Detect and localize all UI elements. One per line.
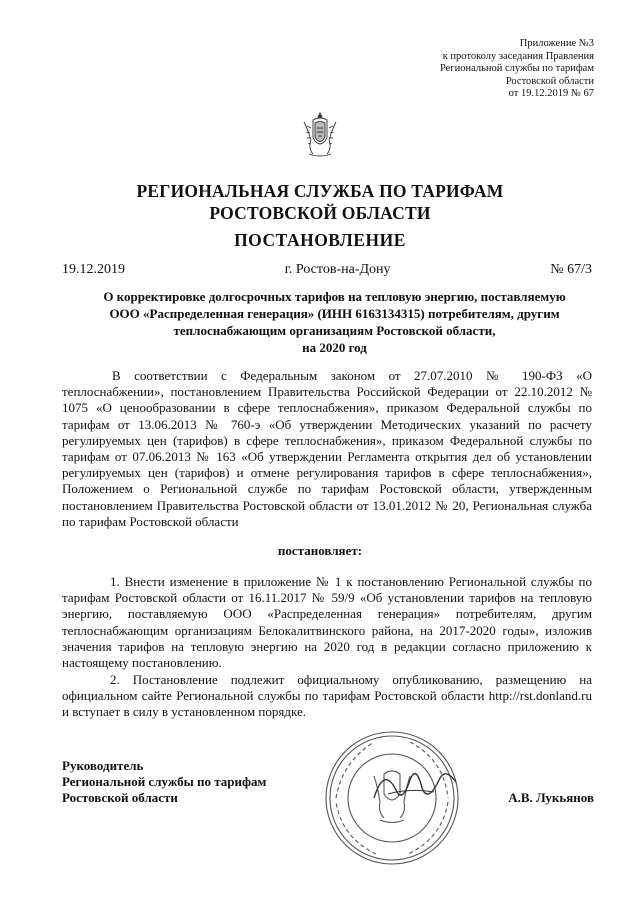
document-type: ПОСТАНОВЛЕНИЕ bbox=[234, 230, 406, 250]
annex-line: Региональной службы по тарифам bbox=[439, 63, 594, 74]
org-title-line: РЕГИОНАЛЬНАЯ СЛУЖБА ПО ТАРИФАМ bbox=[136, 181, 504, 201]
annex-note bbox=[440, 38, 594, 101]
document-number: № 67/3 bbox=[550, 262, 592, 277]
document-subject bbox=[62, 288, 607, 356]
document-date: 19.12.2019 bbox=[62, 262, 125, 277]
document-place: г. Ростов-на-Дону bbox=[284, 262, 391, 277]
subject-line: О корректировке долгосрочных тарифов на тепловую энергию, поставляемую bbox=[103, 289, 566, 304]
annex-line: Ростовской области bbox=[505, 75, 594, 87]
preamble-paragraph: В соответствии с Федеральным законом от 27.07.2010 № 190-ФЗ «О теплоснабжении», постановлением Правительства Российской Федерации от 22.10.2012 № 1075 «О ценообразовании в сфере теплоснабжения», приказом Федеральной службы по тарифам от 13.06.2013 № 760-э «Об утверждении Методических указаний по расчету регулируемых цен (тарифов) в сфере теплоснабжения», приказом Федеральной службы по тарифам от 07.06.2013 № 163 «Об утверждении Регламента открытия дел об установлении регулируемых цен (тарифов) и отмене регулирования тарифов в сфере теплоснабжения», Положением о Региональной службе по тарифам Ростовской области, утвержденным постановлением Правительства Ростовской области от 13.01.2012 № 20, Региональная служба по тарифам Ростовской области bbox=[62, 368, 592, 529]
resolution-item-2: 2. Постановление подлежит официальному опубликованию, размещению на официальном сайте Региональной службы по тарифам Ростовской области http://rst.donland.ru и вступает в силу в установленном порядке. bbox=[62, 672, 592, 720]
annex-line: Приложение №3 bbox=[519, 38, 594, 49]
signatory-role bbox=[62, 758, 266, 807]
subject-line: ООО «Распределенная генерация» (ИНН 6163134315) потребителям, другим bbox=[109, 306, 560, 321]
annex-line: к протоколу заседания Правления bbox=[442, 50, 594, 62]
coat-of-arms-icon bbox=[299, 110, 341, 160]
signatory-role-line: Региональной службы по тарифам bbox=[62, 774, 267, 790]
organization-title bbox=[0, 180, 640, 224]
signatory-role-line: Руководитель bbox=[62, 758, 144, 773]
signatory-name: А.В. Лукьянов bbox=[508, 790, 594, 805]
org-title-line: РОСТОВСКОЙ ОБЛАСТИ bbox=[209, 203, 431, 223]
resolution-item-1: 1. Внести изменение в приложение № 1 к постановлению Региональной службы по тарифам Ростовской области от 16.11.2017 № 59/9 «Об установлении тарифов на тепловую энергию, поставляемую ООО «Распределенная генерация» потребителям, другим теплоснабжающим организациям Белокалитвинского района, на 2017-2020 годы», изложив значения тарифов на тепловую энергию на 2020 год в редакции согласно приложению к настоящему постановлению. bbox=[62, 574, 592, 671]
subject-line: на 2020 год bbox=[302, 340, 367, 355]
document-meta bbox=[62, 262, 592, 278]
decides-heading: постановляет: bbox=[277, 543, 363, 558]
signatory-role-line: Ростовской области bbox=[62, 790, 178, 806]
handwritten-signature bbox=[370, 760, 460, 810]
annex-line: от 19.12.2019 № 67 bbox=[508, 88, 594, 99]
subject-line: теплоснабжающим организациям Ростовской области, bbox=[173, 323, 496, 338]
